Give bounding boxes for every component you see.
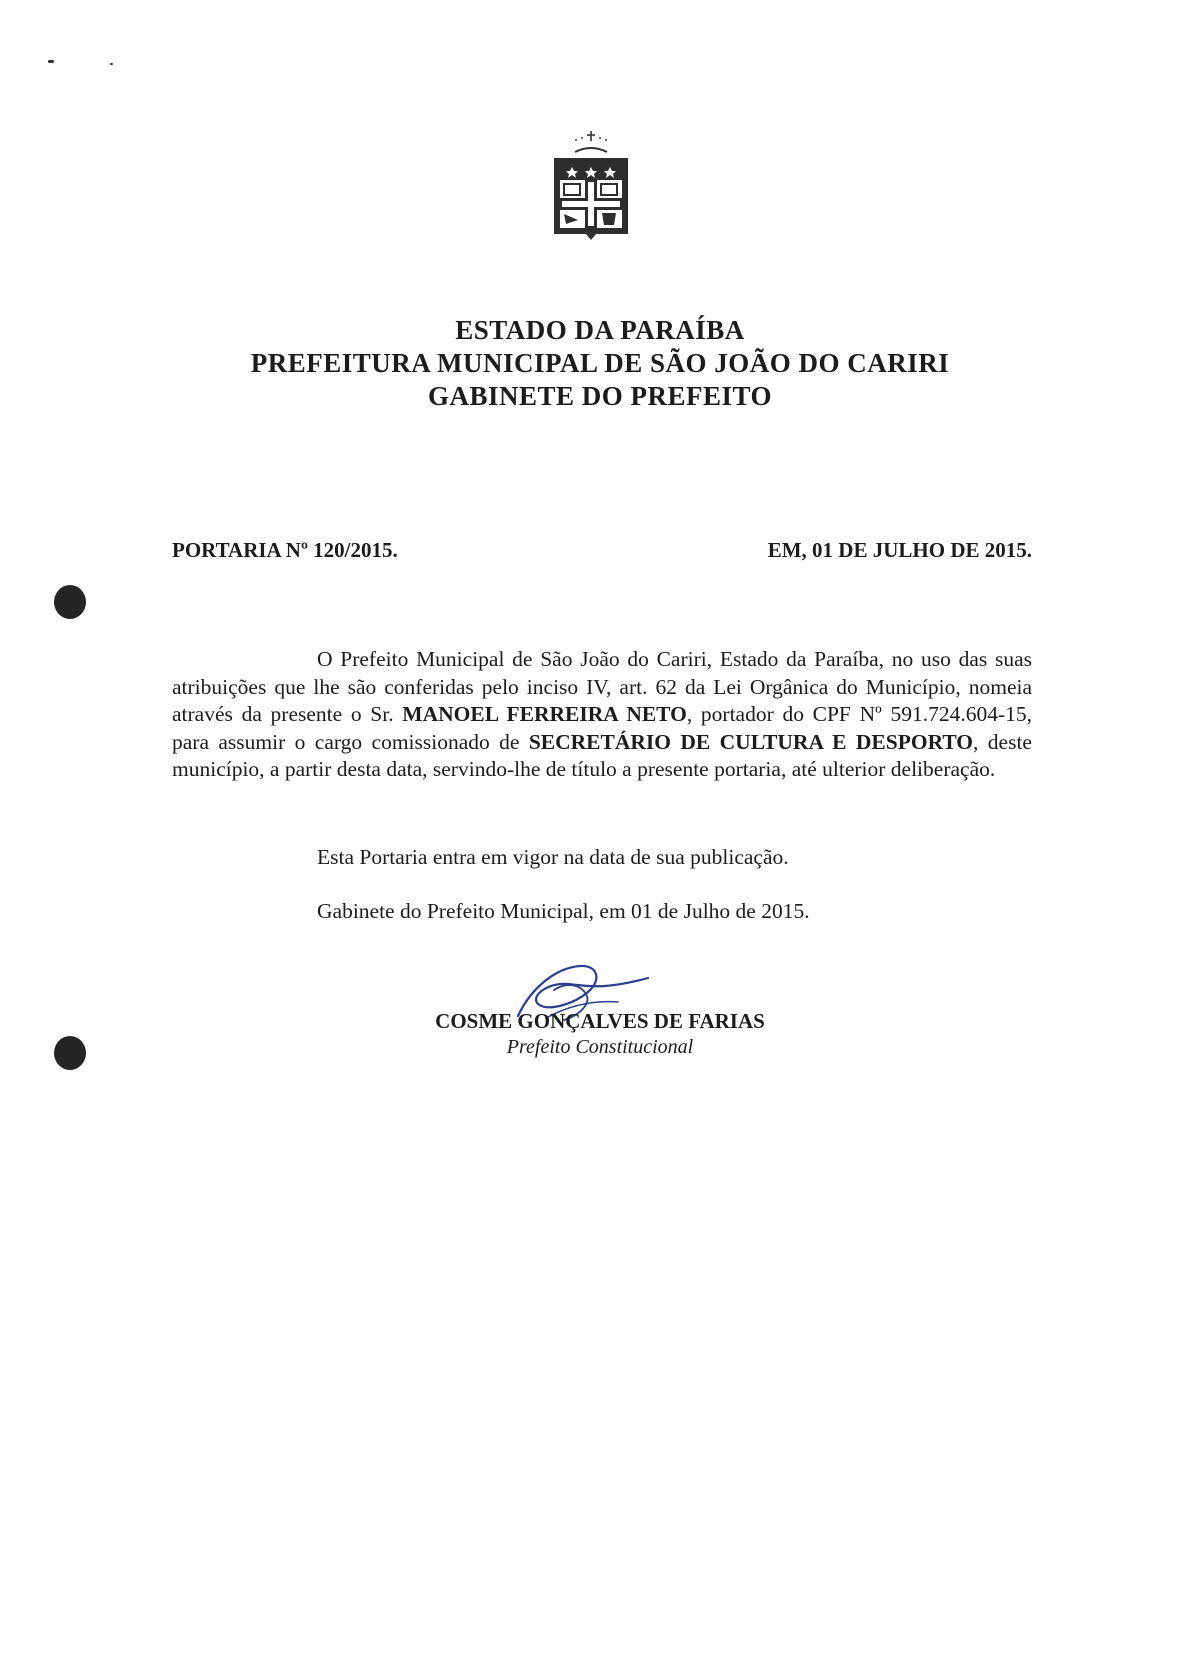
nominee-name: MANOEL FERREIRA NETO xyxy=(402,702,687,726)
portaria-line xyxy=(172,538,1032,568)
coat-of-arms-emblem xyxy=(548,128,634,248)
signer-title: Prefeito Constitucional xyxy=(506,1036,694,1058)
effect-paragraph: Esta Portaria entra em vigor na data de sua publicação. xyxy=(317,845,789,869)
closing-paragraph: Gabinete do Prefeito Municipal, em 01 de Julho de 2015. xyxy=(317,899,810,923)
position-title: SECRETÁRIO DE CULTURA E DESPORTO xyxy=(528,729,974,754)
document-header xyxy=(0,314,1200,413)
appointment-text-2: , portador do CPF Nº 591.724.604-15, para assumir o cargo comissionado de xyxy=(172,702,1032,754)
appointment-text-3: , deste município, a partir desta data, servindo-lhe de título a presente portaria, até ulterior deliberação. xyxy=(172,729,1032,781)
header-state: ESTADO DA PARAÍBA xyxy=(455,315,745,345)
portaria-date: EM, 01 DE JULHO DE 2015. xyxy=(767,538,1032,562)
appointment-paragraph xyxy=(172,646,1032,784)
appointment-text-1: O Prefeito Municipal de São João do Cariri, Estado da Paraíba, no uso das suas atribuições que lhe são conferidas pelo inciso IV, art. 62 da Lei Orgânica do Município, nomeia através da presente o Sr. xyxy=(172,647,1032,726)
punch-hole-top xyxy=(54,585,86,619)
scan-speck xyxy=(110,63,113,65)
header-municipality: PREFEITURA MUNICIPAL DE SÃO JOÃO DO CARIRI xyxy=(250,348,950,378)
header-office: GABINETE DO PREFEITO xyxy=(427,381,773,411)
portaria-number: PORTARIA Nº 120/2015. xyxy=(172,538,398,562)
scan-speck xyxy=(48,60,54,63)
signer-name: COSME GONÇALVES DE FARIAS xyxy=(435,1009,765,1033)
